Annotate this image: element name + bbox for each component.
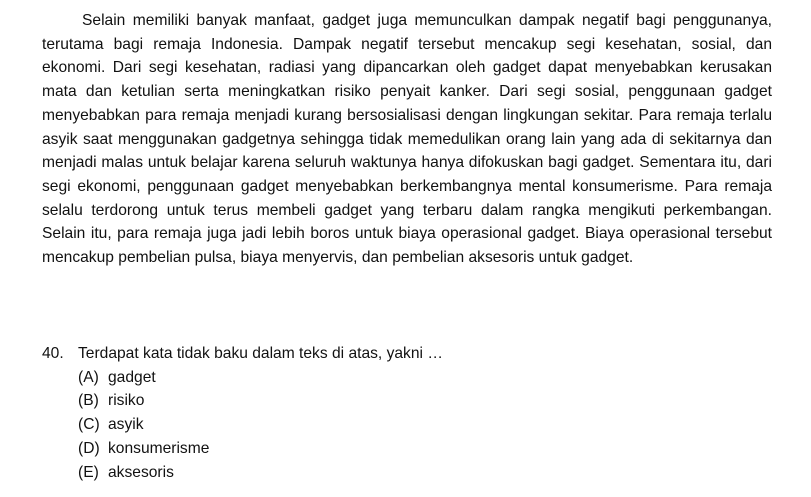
question-text: Terdapat kata tidak baku dalam teks di atas, yakni … <box>78 345 443 362</box>
reading-passage: Selain memiliki banyak manfaat, gadget juga memunculkan dampak negatif bagi penggunanya, terutama bagi remaja Indonesia. Dampak negatif tersebut mencakup segi kesehatan, sosial, dan ekonomi. Dari segi kesehatan, radiasi yang dipancarkan oleh gadget dapat menyebabkan kerusakan mata dan ketulian serta meningkatkan risiko penyait kanker. Dari segi sosial, penggunaan gadget menyebabkan para remaja menjadi kurang bersosialisasi dengan lingkungan sekitar. Para remaja terlalu asyik saat menggunakan gadgetnya sehingga tidak memedulikan orang lain yang ada di sekitarnya dan menjadi malas untuk belajar karena seluruh waktunya hanya difokuskan bagi gadget. Sementara itu, dari segi ekonomi, penggunaan gadget menyebabkan berkembangnya mental konsumerisme. Para remaja selalu terdorong untuk terus membeli gadget yang terbaru dalam rangka mengikuti perkembangan. Selain itu, para remaja juga jadi lebih boros untuk biaya operasional gadget. Biaya operasional tersebut mencakup pembelian pulsa, biaya menyervis, dan pembelian aksesoris untuk gadget. <box>42 12 772 267</box>
option-text: risiko <box>108 392 145 410</box>
question-block <box>42 342 772 484</box>
option-c <box>78 413 772 437</box>
option-letter: (B) <box>78 392 99 410</box>
option-letter: (E) <box>78 463 99 481</box>
option-text: asyik <box>108 416 144 434</box>
option-text: gadget <box>108 368 156 386</box>
option-b <box>78 389 772 413</box>
option-letter: (C) <box>78 416 100 434</box>
question-number: 40. <box>42 345 64 362</box>
option-e <box>78 461 772 485</box>
question-row <box>42 342 772 366</box>
option-text: konsumerisme <box>108 439 210 457</box>
option-a <box>78 366 772 390</box>
option-letter: (D) <box>78 439 100 457</box>
answer-options <box>42 366 772 485</box>
option-d <box>78 437 772 461</box>
option-letter: (A) <box>78 368 99 386</box>
option-text: aksesoris <box>108 463 174 481</box>
